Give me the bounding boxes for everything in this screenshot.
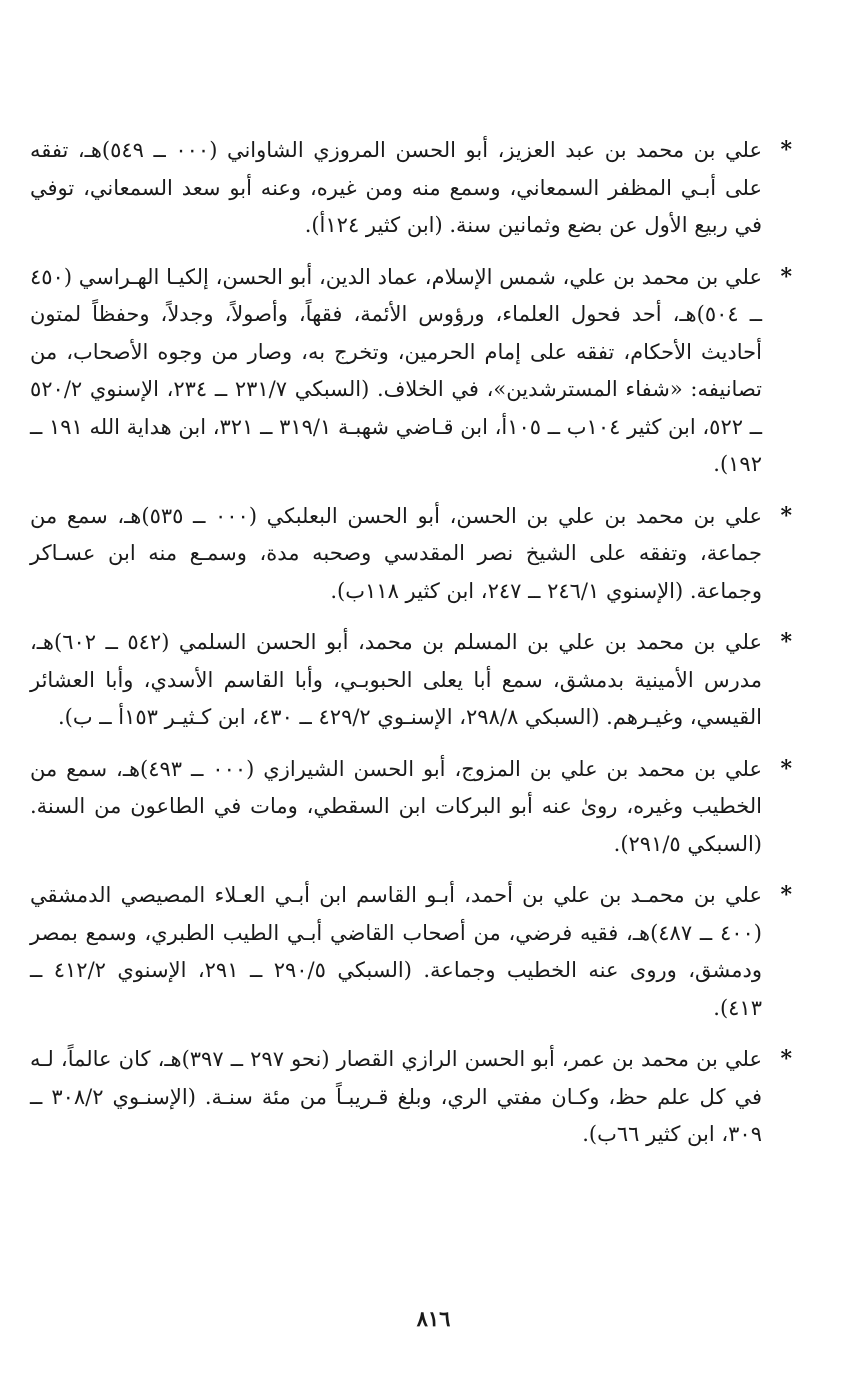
entries-list [30,132,792,1168]
asterisk-bullet-icon: * [780,502,792,529]
entry-text: علي بن محمد بن علي بن المسلم بن محمد، أبو الحسن السلمي (٥٤٢ ــ ٦٠٢)هـ، مدرس الأمينية بدمشق، سمع أبا يعلى الحبوبـي، وأبا القاسم الأسدي، وأبا العشائر القيسي، وغيـرهم. (السبكي ٢٩٨/٨، الإسنـوي ٤٢٩/٢ ــ ٤٣٠، ابن كـثيـر ١٥٣أ ــ ب). [30,630,762,729]
entry-al-shirazi [30,751,792,864]
asterisk-bullet-icon: * [780,1046,792,1072]
asterisk-bullet-icon: * [780,882,792,908]
entry-ali-ibn-muhammad-al-shawani [30,132,792,245]
entry-text: علي بن محمد بن عمر، أبو الحسن الرازي القصار (نحو ٢٩٧ ــ ٣٩٧)هـ، كان عالماً، لـه في كل علم حظ، وكـان مفتي الري، وبلغ قـريبـاً من مئة سنـة. (الإسنـوي ٣٠٨/٢ ــ ٣٠٩، ابن كثير ٦٦ب). [30,1047,762,1146]
asterisk-bullet-icon: * [780,755,792,782]
entry-al-massisi [30,877,792,1027]
entry-text: علي بن محمد بن علي بن المزوج، أبو الحسن الشيرازي (٠٠٠ ــ ٤٩٣)هـ، سمع من الخطيب وغيره، روىٰ عنه أبو البركات ابن السقطي، ومات في الطاعون من السنة. (السبكي ٢٩١/٥). [30,756,763,856]
entry-al-baalbakki [30,498,792,611]
asterisk-bullet-icon: * [780,137,792,163]
page-number: ٨١٦ [416,1306,451,1331]
entry-ilkiya-al-harrasi [30,259,792,484]
entry-al-sulami [30,624,792,737]
entry-text: علي بن محمد بن علي، شمس الإسلام، عماد الدين، أبو الحسن، إلكيـا الهـراسي (٤٥٠ ــ ٥٠٤)هـ، أحد فحول العلماء، ورؤوس الأئمة، فقهاً، وأصولاً، وجدلاً، وحفظاً لمتون أحاديث الأحكام، تفقه على إمام الحرمين، وتخرج به، وصار من وجوه الأصحاب، من تصانيفه: «شفاء المسترشدين»، في الخلاف. (السبكي ٢٣١/٧ ــ ٢٣٤، الإسنوي ٥٢٠/٢ ــ ٥٢٢، ابن كثير ١٠٤ب ــ ١٠٥أ، ابن قـاضي شهبـة ٣١٩/١ ــ ٣٢١، ابن هداية الله ١٩١ ــ ١٩٢). [30,264,763,476]
entry-text: علي بن محمد بن عبد العزيز، أبو الحسن المروزي الشاواني (٠٠٠ ــ ٥٤٩)هـ، تفقه على أبـي المظفر السمعاني، وسمع منه ومن غيره، وعنه أبو سعد السمعاني، توفي في ربيع الأول عن بضع وثمانين سنة. (ابن كثير ١٢٤أ). [30,138,763,237]
asterisk-bullet-icon: * [780,629,792,655]
entry-text: علي بن محمـد بن علي بن أحمد، أبـو القاسم ابن أبـي العـلاء المصيصي الدمشقي (٤٠٠ ــ ٤٨٧)هـ، فقيه فرضي، من أصحاب القاضي أبـي الطيب الطبري، وسمع بمصر ودمشق، وروى عنه الخطيب وجماعة. (السبكي ٢٩٠/٥ ــ ٢٩١، الإسنوي ٤١٢/٢ ــ ٤١٣). [30,883,762,1020]
entry-al-qassar [30,1041,792,1154]
asterisk-bullet-icon: * [780,263,792,290]
entry-text: علي بن محمد بن علي بن الحسن، أبو الحسن البعلبكي (٠٠٠ ــ ٥٣٥)هـ، سمع من جماعة، وتفقه على الشيخ نصر المقدسي وصحبه مدة، وسمـع منه ابن عسـاكر وجماعة. (الإسنوي ٢٤٦/١ ــ ٢٤٧، ابن كثير ١١٨ب). [30,503,762,603]
